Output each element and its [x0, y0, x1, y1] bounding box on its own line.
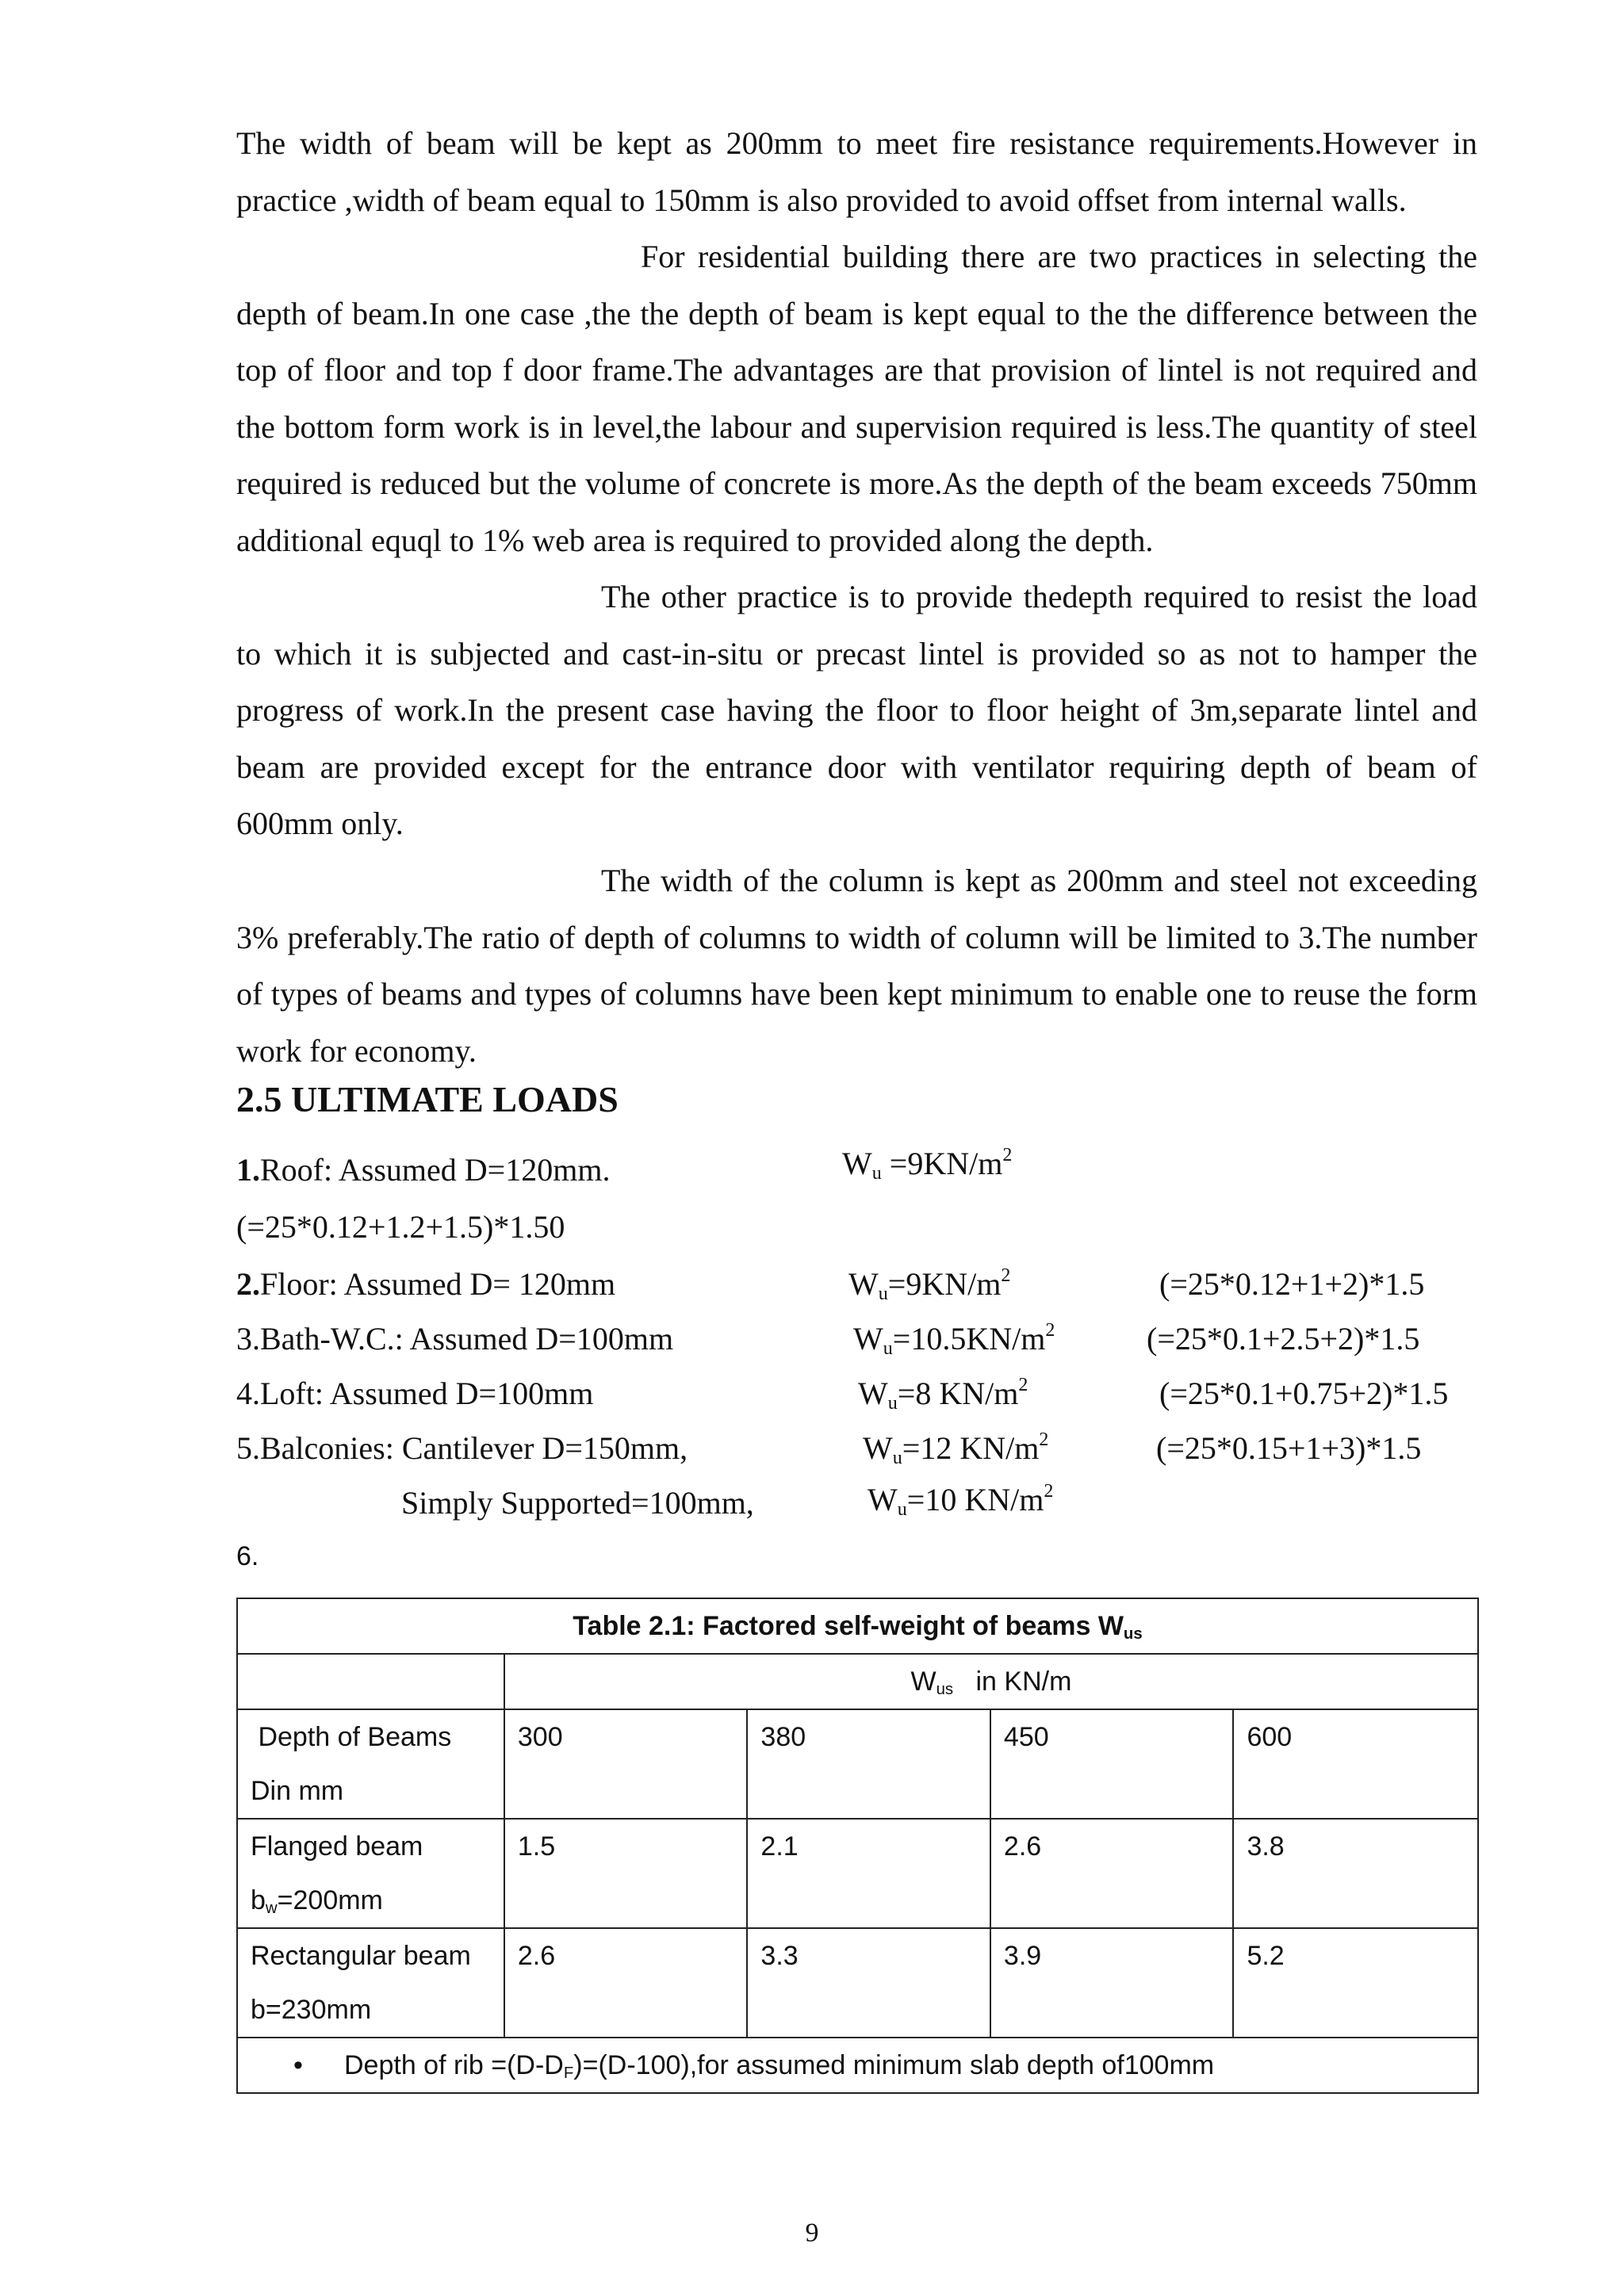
- table-unit-row: [237, 1654, 1478, 1709]
- row-label-depth: Depth of Beams Din mm: [237, 1709, 504, 1819]
- load-loft-label: 4.Loft: Assumed D=100mm: [236, 1376, 594, 1411]
- section-heading: 2.5 ULTIMATE LOADS: [236, 1079, 619, 1119]
- table-note-row: [237, 2038, 1478, 2093]
- table-cell: 1.5: [504, 1819, 748, 1928]
- table-cell: 3.8: [1233, 1819, 1478, 1928]
- load-bath-formula: (=25*0.1+2.5+2)*1.5: [1147, 1321, 1420, 1357]
- table-cell: 380: [747, 1709, 990, 1819]
- paragraph-beam-width: The width of beam will be kept as 200mm to meet fire resistance requirements.However in practice ,width of beam equal to 150mm is also provided to avoid offset from internal walls.: [236, 125, 1477, 218]
- table-unit-header: $W_{us}$ in KN/m: [504, 1654, 1478, 1709]
- load-floor-formula: (=25*0.12+1+2)*1.5: [1159, 1266, 1425, 1302]
- load-balcony-formula: (=25*0.15+1+3)*1.5: [1156, 1430, 1422, 1466]
- load-loft-formula: (=25*0.1+0.75+2)*1.5: [1159, 1376, 1449, 1411]
- paragraph-column-width: The width of the column is kept as 200mm and steel not exceeding 3% preferably.The ratio of depth of columns to width of column will be limited to 3.The number of types of beams and types of columns have been kept minimum to enable one to reuse the form work for economy.: [236, 863, 1477, 1069]
- load-simply-supported-value: $W_u=10$ $KN/m^2$: [868, 1481, 1054, 1520]
- table-note: • Depth of rib $=(D-D_F)=(D-100),for$ assumed minimum slab depth of100mm: [237, 2038, 1478, 2093]
- table-cell: 450: [990, 1709, 1234, 1819]
- load-roof-formula: (=25*0.12+1.2+1.5)*1.50: [236, 1209, 565, 1245]
- table-cell: 300: [504, 1709, 748, 1819]
- load-roof-label: 1.Roof: Assumed D=120mm.: [236, 1152, 611, 1188]
- load-bath-value: $W_u=10.5KN/m^2$: [853, 1320, 1055, 1359]
- table-cell: 2.1: [747, 1819, 990, 1928]
- beam-self-weight-table: [236, 1598, 1479, 2094]
- table-cell: 5.2: [1233, 1928, 1478, 2038]
- load-floor-value: $W_u=9KN/m^2$: [848, 1265, 1011, 1304]
- load-floor-label: 2.Floor: Assumed D= 120mm: [236, 1266, 616, 1302]
- table-caption-row: [237, 1598, 1478, 1654]
- table-cell: 2.6: [504, 1928, 748, 2038]
- row-label-flanged: Flanged beam $b_w=200mm$: [237, 1819, 504, 1928]
- table-corner-cell: [237, 1654, 504, 1709]
- table-cell: 2.6: [990, 1819, 1234, 1928]
- table-row: [237, 1928, 1478, 2038]
- load-loft-value: $W_u=8$ $KN/m^2$: [858, 1375, 1028, 1414]
- row-label-rectangular: Rectangular beam b=230mm: [237, 1928, 504, 2038]
- table-cell: 3.3: [747, 1928, 990, 2038]
- paragraph-other-practice: The other practice is to provide thedepth required to resist the load to which it is subjected and cast-in-situ or precast lintel is provided so as not to hamper the progress of work.In the present case having the floor to floor height of 3m,separate lintel and beam are provided except for the entrance door with ventilator requiring depth of beam of 600mm only.: [236, 579, 1477, 841]
- paragraph-beam-depth-practices: For residential building there are two practices in selecting the depth of beam.In one case ,the the depth of beam is kept equal to the the difference between the top of floor and top f door frame.The advantages are that provision of lintel is not required and the bottom form work is in level,the labour and supervision required is less.The quantity of steel required is reduced but the volume of concrete is more.As the depth of the beam exceeds 750mm additional equql to 1% web area is required to provided along the depth.: [236, 239, 1477, 558]
- load-roof-value: $W_u =9KN/m^2$: [842, 1145, 1013, 1184]
- bullet-icon: •: [293, 2050, 303, 2080]
- load-bath-label: 3.Bath-W.C.: Assumed D=100mm: [236, 1321, 674, 1357]
- load-simply-supported-label: Simply Supported=100mm,: [401, 1485, 754, 1521]
- load-balcony-label: 5.Balconies: Cantilever D=150mm,: [236, 1430, 688, 1466]
- table-caption: Table 2.1: Factored self-weight of beams $W_{us}$: [237, 1598, 1478, 1654]
- table-cell: 600: [1233, 1709, 1478, 1819]
- table-cell: 3.9: [990, 1928, 1234, 2038]
- table-row: [237, 1819, 1478, 1928]
- page-number: 9: [805, 2218, 819, 2248]
- table-row: [237, 1709, 1478, 1819]
- load-balcony-value: $W_u=12$ $KN/m^2$: [863, 1429, 1049, 1468]
- list-item-six: 6.: [236, 1541, 259, 1571]
